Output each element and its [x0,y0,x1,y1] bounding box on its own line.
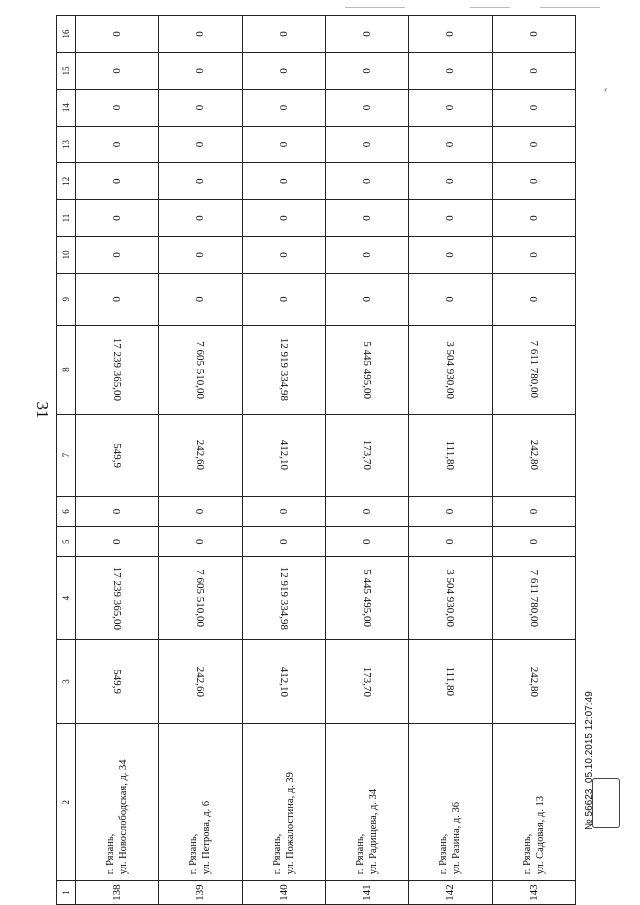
cell-value: 0 [111,296,124,303]
cell-value: 549,9 [111,442,124,468]
table-row [325,16,408,905]
cost-cell [409,557,492,639]
address-street: ул. Радищева, д. 34 [368,788,380,875]
cell-value: 0 [444,68,457,74]
cost-cell [159,557,242,639]
cell-value: 242,60 [194,440,207,471]
row-number-cell [325,881,408,905]
value-cell [409,52,492,89]
column-number: 14 [57,89,76,126]
cell-value: 0 [277,252,290,258]
value-cell [492,126,575,163]
scan-artifact [470,7,510,8]
value-cell [492,236,575,273]
register-table [56,15,576,905]
row-number-cell [242,881,325,905]
area-cell [76,639,159,723]
cell-value: 173,70 [361,666,374,697]
cell-value: 0 [111,31,124,37]
area-cell [492,639,575,723]
cell-value: 242,80 [527,666,540,697]
cell-value: 5 445 495,00 [361,340,374,399]
cell-value: 0 [194,539,207,545]
value-cell [159,16,242,53]
cell-value: 0 [194,178,207,185]
cell-value: 0 [277,296,290,303]
cell-value: 0 [361,141,374,148]
value-cell [492,496,575,526]
value-cell [76,496,159,526]
value-cell [76,16,159,53]
address-street: ул. Пожалостина, д. 39 [284,772,296,875]
value-cell [409,496,492,526]
cell-value: 412,10 [277,440,290,471]
cell-value: 111,80 [444,440,457,470]
value-cell [242,89,325,126]
cell-value: 0 [111,178,124,185]
address-street: ул. Садовая, д. 13 [534,796,546,875]
cell-value: 0 [444,31,457,37]
value-cell [159,527,242,557]
table-row [409,16,492,905]
value-cell [492,16,575,53]
cell-value: 0 [194,508,207,515]
cell-value: 7 605 510,00 [194,569,207,627]
cell-value: 0 [277,141,290,148]
cell-value: 0 [361,104,374,111]
value-cell [76,236,159,273]
cell-value: 0 [111,252,124,258]
column-number: 7 [57,414,76,496]
value-cell [159,236,242,273]
cell-value: 17 239 365,00 [111,338,124,402]
table-row [242,16,325,905]
column-number: 6 [57,496,76,526]
column-number: 5 [57,527,76,557]
value-cell [492,163,575,200]
area-cell [242,639,325,723]
cell-value: 5 445 495,00 [361,569,374,627]
address-city: г. Рязань, [271,833,283,875]
cell-value: 0 [527,104,540,111]
column-number: 16 [57,16,76,53]
cell-value: 0 [194,215,207,221]
value-cell [325,200,408,237]
value-cell [325,89,408,126]
value-cell [242,126,325,163]
value-cell [242,16,325,53]
cell-value: 0 [361,539,374,545]
cell-value: 0 [444,215,457,221]
document-number: № 56623 [584,788,595,830]
value-cell [492,200,575,237]
area-repeat-cell [76,414,159,496]
value-cell [242,200,325,237]
address-city: г. Рязань, [438,833,450,875]
cell-value: 17 239 365,00 [111,566,124,630]
address-cell [325,724,408,881]
value-cell [409,16,492,53]
value-cell [242,273,325,325]
cell-value: 0 [361,178,374,185]
value-cell [76,52,159,89]
cell-value: 0 [277,215,290,221]
cost-repeat-cell [325,325,408,414]
address-cell [159,724,242,881]
cost-cell [76,557,159,639]
cell-value: 12 919 334,98 [277,566,290,630]
column-number: 2 [57,724,76,881]
cell-value: 0 [527,141,540,148]
scan-mark: ‹ [602,83,610,96]
value-cell [325,16,408,53]
value-cell [76,163,159,200]
cell-value: 0 [361,68,374,74]
cell-value: 0 [194,68,207,74]
value-cell [159,52,242,89]
value-cell [492,52,575,89]
value-cell [409,126,492,163]
column-number: 1 [57,881,76,905]
area-cell [159,639,242,723]
value-cell [76,527,159,557]
cost-repeat-cell [242,325,325,414]
cell-value: 549,9 [111,669,124,694]
column-number: 3 [57,639,76,723]
cell-value: 0 [194,252,207,258]
cell-value: 0 [527,215,540,221]
cell-value: 7 605 510,00 [194,340,207,399]
address-city: г. Рязань, [355,833,367,875]
cell-value: 3 504 930,00 [444,340,457,399]
value-cell [325,527,408,557]
cell-value: 0 [444,178,457,185]
cell-value: 138 [111,884,124,901]
cell-value: 0 [361,296,374,303]
cell-value: 7 611 780,00 [527,569,540,627]
value-cell [242,527,325,557]
cell-value: 0 [277,68,290,74]
cell-value: 0 [194,104,207,111]
cell-value: 0 [527,539,540,545]
value-cell [159,126,242,163]
cell-value: 0 [111,508,124,515]
row-number-cell [492,881,575,905]
rotated-table-container [56,15,576,905]
cell-value: 0 [111,104,124,111]
column-number: 11 [57,200,76,237]
document-stamp [584,530,595,830]
area-repeat-cell [409,414,492,496]
address-cell [492,724,575,881]
cell-value: 3 504 930,00 [444,569,457,627]
value-cell [76,273,159,325]
cell-value: 0 [194,296,207,303]
row-number-cell [409,881,492,905]
cell-value: 0 [111,215,124,221]
cell-value: 173,70 [361,440,374,471]
cell-value: 0 [444,296,457,303]
cell-value: 12 919 334,98 [277,338,290,402]
value-cell [492,89,575,126]
cell-value: 0 [527,508,540,515]
column-number: 15 [57,52,76,89]
cell-value: 143 [527,884,540,901]
cell-value: 139 [194,884,207,901]
value-cell [76,89,159,126]
table-row [492,16,575,905]
column-number-row [57,16,76,905]
table-row [76,16,159,905]
column-number: 4 [57,557,76,639]
cell-value: 0 [444,104,457,111]
column-number: 13 [57,126,76,163]
address-cell [409,724,492,881]
scan-artifact [540,7,600,8]
notary-logo [592,778,620,828]
cell-value: 140 [277,884,290,901]
value-cell [76,200,159,237]
column-number: 12 [57,163,76,200]
address-street: ул. Разина, д. 36 [451,802,463,875]
address-cell [76,724,159,881]
value-cell [159,200,242,237]
row-number-cell [76,881,159,905]
area-repeat-cell [159,414,242,496]
cell-value: 0 [527,252,540,258]
cell-value: 0 [277,31,290,37]
cell-value: 0 [361,215,374,221]
value-cell [492,527,575,557]
cell-value: 0 [527,68,540,74]
cell-value: 0 [111,68,124,74]
value-cell [242,52,325,89]
cost-cell [325,557,408,639]
value-cell [409,236,492,273]
value-cell [409,163,492,200]
column-number: 10 [57,236,76,273]
column-number: 8 [57,325,76,414]
page-number: 31 [33,401,52,419]
cell-value: 242,60 [194,666,207,697]
cell-value: 0 [444,141,457,148]
address-cell [242,724,325,881]
cell-value: 142 [444,884,457,901]
cell-value: 0 [444,508,457,515]
value-cell [159,89,242,126]
cell-value: 0 [361,252,374,258]
cell-value: 0 [277,178,290,185]
cell-value: 0 [277,539,290,545]
value-cell [159,496,242,526]
cell-value: 242,80 [527,440,540,471]
value-cell [242,496,325,526]
cost-cell [242,557,325,639]
cost-repeat-cell [492,325,575,414]
cell-value: 0 [527,296,540,303]
scan-artifact [345,7,405,8]
address-city: г. Рязань, [105,833,117,875]
address-city: г. Рязань, [521,833,533,875]
cell-value: 0 [277,508,290,515]
value-cell [159,163,242,200]
value-cell [409,273,492,325]
cell-value: 0 [194,31,207,37]
address-city: г. Рязань, [188,833,200,875]
cell-value: 0 [111,539,124,545]
cell-value: 141 [361,884,374,901]
cell-value: 0 [361,31,374,37]
cost-repeat-cell [409,325,492,414]
area-repeat-cell [492,414,575,496]
value-cell [409,89,492,126]
area-repeat-cell [325,414,408,496]
address-street: ул. Новослободская, д. 34 [118,759,130,875]
value-cell [325,163,408,200]
value-cell [159,273,242,325]
cost-repeat-cell [76,325,159,414]
value-cell [242,236,325,273]
column-number: 9 [57,273,76,325]
address-street: ул. Петрова, д. 6 [201,800,213,875]
value-cell [492,273,575,325]
cell-value: 0 [527,31,540,37]
cell-value: 0 [277,104,290,111]
value-cell [325,52,408,89]
cell-value: 0 [111,141,124,148]
value-cell [325,236,408,273]
cell-value: 412,10 [277,666,290,697]
cell-value: 0 [444,539,457,545]
value-cell [325,496,408,526]
cost-repeat-cell [159,325,242,414]
value-cell [409,527,492,557]
cell-value: 111,80 [444,666,457,697]
cell-value: 0 [194,141,207,148]
value-cell [409,200,492,237]
area-repeat-cell [242,414,325,496]
value-cell [325,273,408,325]
table-row [159,16,242,905]
cell-value: 0 [361,508,374,515]
table-body [76,16,576,905]
row-number-cell [159,881,242,905]
document-datetime: 05.10.2015 12:07:49 [584,691,595,784]
area-cell [325,639,408,723]
cell-value: 7 611 780,00 [527,340,540,399]
value-cell [325,126,408,163]
cost-cell [492,557,575,639]
cell-value: 0 [444,252,457,258]
cell-value: 0 [527,178,540,185]
area-cell [409,639,492,723]
value-cell [242,163,325,200]
value-cell [76,126,159,163]
